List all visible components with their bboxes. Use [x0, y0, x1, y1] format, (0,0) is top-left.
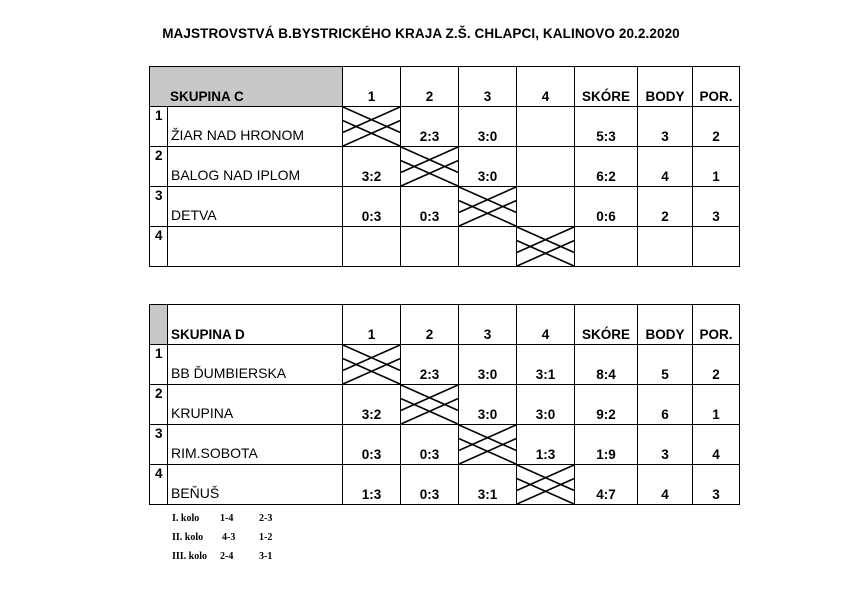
match-result: 3:0: [459, 107, 517, 147]
match-result: [517, 147, 575, 187]
rank-value: 3: [693, 465, 740, 505]
match-result: 2:3: [401, 345, 459, 385]
self-match-cross-icon: [517, 465, 575, 505]
col-header-2: 2: [401, 305, 459, 345]
self-match-cross-icon: [517, 227, 575, 267]
match-result: 0:3: [343, 187, 401, 227]
rank-value: 2: [693, 345, 740, 385]
row-number: 3: [150, 187, 168, 227]
round-label: III. kolo: [172, 551, 208, 562]
group-d-table: [149, 304, 740, 505]
team-name: KRUPINA: [168, 385, 343, 425]
points-value: 3: [638, 107, 693, 147]
table-row: [150, 345, 740, 385]
col-header-1: 1: [343, 67, 401, 107]
match-result: 0:3: [401, 465, 459, 505]
col-header-score: SKÓRE: [575, 67, 638, 107]
table-row: [150, 385, 740, 425]
header-corner: [150, 305, 168, 345]
match-result: 3:2: [343, 147, 401, 187]
round-label: II. kolo: [172, 532, 204, 543]
self-match-cross-icon: [459, 425, 517, 465]
points-value: 3: [638, 425, 693, 465]
row-number: 1: [150, 107, 168, 147]
table-row: [150, 147, 740, 187]
points-value: 6: [638, 385, 693, 425]
team-name: BEŇUŠ: [168, 465, 343, 505]
match-result: [401, 227, 459, 267]
row-number: 1: [150, 345, 168, 385]
table-row: [150, 465, 740, 505]
score-value: 4:7: [575, 465, 638, 505]
col-header-4: 4: [517, 305, 575, 345]
team-name: BALOG NAD IPLOM: [168, 147, 343, 187]
self-match-cross-icon: [343, 107, 401, 147]
score-value: 5:3: [575, 107, 638, 147]
score-value: 6:2: [575, 147, 638, 187]
team-name: [168, 227, 343, 267]
col-header-1: 1: [343, 305, 401, 345]
self-match-cross-icon: [343, 345, 401, 385]
points-value: [638, 227, 693, 267]
score-value: 0:6: [575, 187, 638, 227]
round-match-2: 1-2: [259, 532, 273, 543]
match-result: 3:0: [459, 385, 517, 425]
row-number: 3: [150, 425, 168, 465]
col-header-3: 3: [459, 305, 517, 345]
match-result: 3:0: [459, 147, 517, 187]
score-value: [575, 227, 638, 267]
self-match-cross-icon: [459, 187, 517, 227]
row-number: 4: [150, 465, 168, 505]
rank-value: 3: [693, 187, 740, 227]
team-name: DETVA: [168, 187, 343, 227]
group-c-title: SKUPINA C: [150, 67, 343, 107]
match-result: 3:0: [517, 385, 575, 425]
group-d-title: SKUPINA D: [168, 305, 343, 345]
match-result: [517, 107, 575, 147]
self-match-cross-icon: [401, 147, 459, 187]
match-result: 0:3: [401, 425, 459, 465]
score-value: 8:4: [575, 345, 638, 385]
rank-value: 1: [693, 147, 740, 187]
match-result: 2:3: [401, 107, 459, 147]
col-header-score: SKÓRE: [575, 305, 638, 345]
team-name: BB ĎUMBIERSKA: [168, 345, 343, 385]
match-result: 0:3: [401, 187, 459, 227]
round-match-2: 3-1: [259, 551, 273, 562]
team-name: RIM.SOBOTA: [168, 425, 343, 465]
match-result: [343, 227, 401, 267]
rank-value: 1: [693, 385, 740, 425]
score-value: 9:2: [575, 385, 638, 425]
match-result: [459, 227, 517, 267]
group-c-table: [149, 66, 740, 267]
match-result: 1:3: [517, 425, 575, 465]
row-number: 2: [150, 385, 168, 425]
col-header-2: 2: [401, 67, 459, 107]
match-result: 1:3: [343, 465, 401, 505]
match-result: 0:3: [343, 425, 401, 465]
table-row: [150, 187, 740, 227]
rank-value: [693, 227, 740, 267]
col-header-rank: POR.: [693, 67, 740, 107]
row-number: 2: [150, 147, 168, 187]
self-match-cross-icon: [401, 385, 459, 425]
match-result: 3:1: [459, 465, 517, 505]
rank-value: 2: [693, 107, 740, 147]
match-result: 3:1: [517, 345, 575, 385]
score-value: 1:9: [575, 425, 638, 465]
points-value: 5: [638, 345, 693, 385]
round-match-1: 4-3: [222, 532, 236, 543]
page-title: MAJSTROVSTVÁ B.BYSTRICKÉHO KRAJA Z.Š. CHLAPCI, KALINOVO 20.2.2020: [162, 26, 680, 41]
points-value: 4: [638, 465, 693, 505]
col-header-rank: POR.: [693, 305, 740, 345]
points-value: 2: [638, 187, 693, 227]
table-row: [150, 107, 740, 147]
table-row: [150, 227, 740, 267]
rank-value: 4: [693, 425, 740, 465]
col-header-4: 4: [517, 67, 575, 107]
round-label: I. kolo: [172, 513, 200, 524]
match-result: 3:2: [343, 385, 401, 425]
points-value: 4: [638, 147, 693, 187]
team-name: ŽIAR NAD HRONOM: [168, 107, 343, 147]
match-result: [517, 187, 575, 227]
col-header-points: BODY: [638, 305, 693, 345]
row-number: 4: [150, 227, 168, 267]
round-match-1: 1-4: [220, 513, 234, 524]
match-result: 3:0: [459, 345, 517, 385]
table-row: [150, 425, 740, 465]
round-match-1: 2-4: [220, 551, 234, 562]
col-header-3: 3: [459, 67, 517, 107]
round-match-2: 2-3: [259, 513, 273, 524]
col-header-points: BODY: [638, 67, 693, 107]
